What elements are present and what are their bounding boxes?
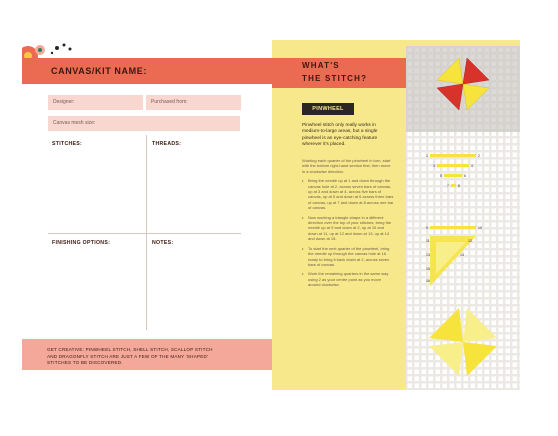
- canvas-grid-illustration: [406, 46, 520, 390]
- diagram-number-label: 15: [426, 267, 430, 271]
- diagram-number-label: 6: [464, 174, 466, 178]
- diagram-number-label: 1: [426, 154, 428, 158]
- purchased-from-field[interactable]: Purchased from:: [146, 95, 241, 110]
- stitches-label: STITCHES:: [52, 141, 83, 147]
- stitch-diagram-panel: [406, 46, 520, 390]
- diagram-number-label: 12: [468, 239, 472, 243]
- diagram-number-label: 16: [426, 279, 430, 283]
- step-item: • Bring the needle up at 1 and down through the canvas hole at 2, across seven bars of canvas, up at 3 and down at 4, across five bars of canvas, up at 5 and down at 6 across three bars of canvas, up at 7 and down at 8 across one bar of canvas.: [302, 178, 394, 210]
- tip-footer: [22, 339, 272, 370]
- designer-field[interactable]: Designer:: [48, 95, 143, 110]
- canvas-mesh-field[interactable]: Canvas mesh size:: [48, 116, 240, 131]
- threads-label: THREADS:: [152, 141, 182, 147]
- row-divider: [48, 233, 241, 234]
- tip-text: GET CREATIVE: PINWHEEL STITCH, SHELL STITCH, SCALLOP STITCH AND DRAGONFLY STITCH ARE JUST A FEW OF THE MANY 'SHAPED' STITCHES TO BE DISCOVERED.: [47, 347, 213, 366]
- diagram-number-label: 4: [471, 164, 473, 168]
- step-item: • Now working a triangle shape in a different direction over the top of your stitches, bring the needle up at 9 and down at 2, up at 10 and down at 11, up at 12 and down at 13, up at 14 and down at 15.: [302, 215, 394, 242]
- diagram-number-label: 14: [460, 253, 464, 257]
- steps-list: [302, 178, 394, 287]
- diagram-number-label: 8: [458, 184, 460, 188]
- stitch-guide-page: [272, 40, 520, 390]
- stitch-title-banner: [272, 58, 406, 88]
- finishing-options-label: FINISHING OPTIONS:: [52, 240, 111, 246]
- diagram-number-label: 3: [433, 164, 435, 168]
- diagram-number-label: 13: [426, 253, 430, 257]
- diagram-number-label: 2: [478, 154, 480, 158]
- diagram-number-label: 10: [478, 226, 482, 230]
- diagram-number-label: 7: [447, 184, 449, 188]
- page-title: CANVAS/KIT NAME:: [51, 66, 147, 76]
- diagram-number-label: 11: [426, 239, 430, 243]
- notes-label: NOTES:: [152, 240, 174, 246]
- title-line-2: THE STITCH?: [302, 74, 368, 83]
- step-item: • Work the remaining quarters in the same way using 2 as your centre point as you move around clockwise.: [302, 271, 394, 287]
- step-item: • To start the next quarter of the pinwheel, bring the needle up through the canvas hole at 16 ready to bring it back down at 2, across seven bars of canvas.: [302, 246, 394, 268]
- stitch-instructions: [302, 158, 394, 292]
- page-title-banner: [22, 58, 272, 84]
- stitch-name-badge: PINWHEEL STITCH: [302, 103, 354, 115]
- diagram-number-label: 5: [440, 174, 442, 178]
- diagram-number-label: 9: [426, 226, 428, 230]
- record-page: [22, 40, 272, 370]
- stitch-intro: Pinwheel stitch only really works in medium-to-large areas, but a single pinwheel is an eye-catching feature wherever it's placed.: [302, 123, 378, 148]
- instructions-intro: Working each quarter of the pinwheel in turn, start with the bottom right-hand section first, then move in a clockwise direction.: [302, 158, 391, 174]
- title-line-1: WHAT'S: [302, 61, 340, 70]
